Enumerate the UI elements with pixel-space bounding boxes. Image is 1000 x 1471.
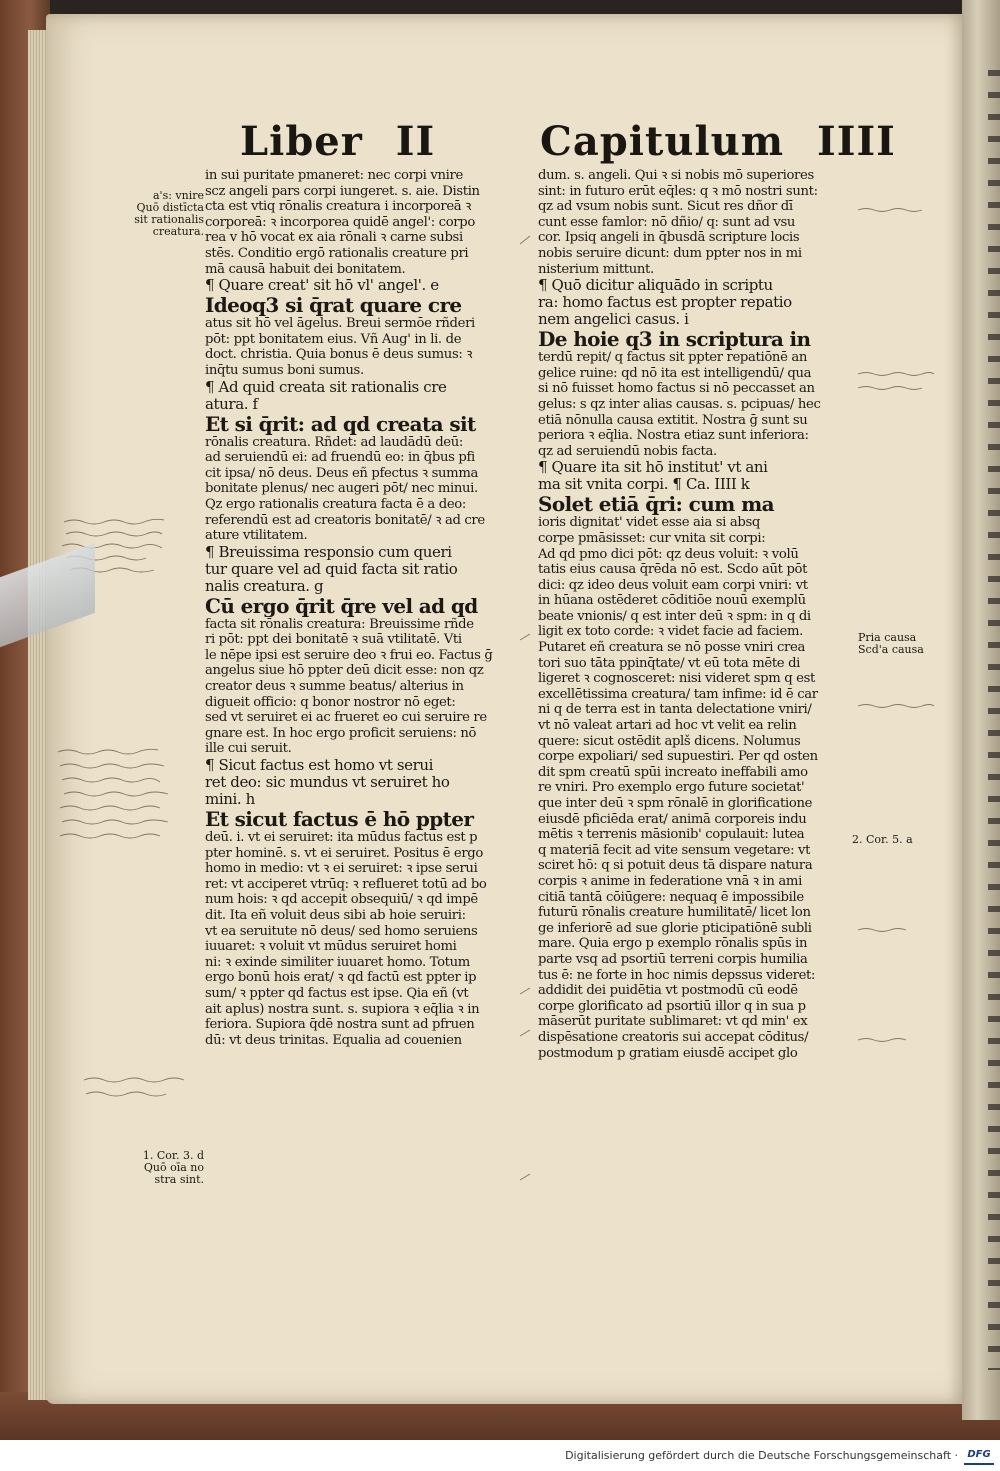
right-text-line: beate vnionis/ q est inter deū ꝛ spm: in q di [538, 608, 811, 624]
left-text-line: ri pōt: ppt dei bonitatē ꝛ suā vtilitatē. Vti [205, 632, 462, 648]
left-text-line: creator deus ꝛ summe beatus/ alterius in [205, 679, 464, 695]
right-text-line: Putaret eñ creatura se nō posse vniri crea [538, 640, 805, 656]
right-text-line: mētis ꝛ terrenis māsionib' copulauit: lutea [538, 827, 805, 843]
liber-number: II [395, 118, 436, 165]
left-text-line: vt ea seruitute nō deus/ sed homo seruiens [205, 923, 478, 939]
left-text-line: sed vt seruiret ei ac frueret eo cui seruire re [205, 710, 487, 726]
right-text-line: parte vsq ad psortiū terreni corpis humilia [538, 951, 808, 967]
right-initial-line: Solet etiā q̄ri: cum ma [538, 493, 775, 516]
left-initial-line: Cū ergo q̄rit q̄re vel ad qd [205, 594, 478, 617]
right-text-line: corpe expoliari/ sed supuestiri. Per qd osten [538, 749, 818, 765]
left-text-line: num hois: ꝛ qd accepit obsequiū/ ꝛ qd impē [205, 892, 478, 908]
left-rubric-line: ret deo: sic mundus vt seruiret ho [205, 774, 450, 792]
right-text-line: periora ꝛ eq̄lia. Nostra etiaz sunt inferiora: [538, 428, 809, 444]
left-text-line: digueit officio: q bonor nostror nō eget: [205, 694, 456, 710]
right-text-line: ligit ex toto corde: ꝛ videt facie ad faciem. [538, 624, 803, 640]
right-text-line: Ad qd pmo dici pōt: qz deus voluit: ꝛ volū [538, 546, 799, 562]
capitulum-label: Capitulum [540, 118, 785, 165]
footer-credit: Digitalisierung gefördert durch die Deutsche Forschungsgemeinschaft · [565, 1449, 958, 1462]
right-text-line: dit spm creatū spūi increato ineffabili amo [538, 764, 808, 780]
left-text-line: angelus siue hō ppter deū dicit esse: non qz [205, 663, 484, 679]
left-text-line: rōnalis creatura. Rñdet: ad laudādū deū: [205, 434, 463, 450]
capitulum-number: IIII [817, 118, 896, 165]
left-text-line: ature vtilitatem. [205, 528, 308, 544]
right-text-line: corpe pmāsisset: cur vnita sit corpi: [538, 530, 766, 546]
margin-note-left-2: 1. Cor. 3. d Quō oīa no stra sint. [142, 1149, 204, 1186]
left-text-line: ergo bonū hois erat/ ꝛ qd factū est ppter ip [205, 970, 477, 986]
left-text-line: rea v hō vocat ex aia rōnali ꝛ carne subsi [205, 230, 463, 246]
right-text-line: tus ē: ne forte in hoc nimis depssus videret: [538, 967, 816, 983]
right-text-line: gelus: s qz inter alias causas. s. pcipuas/ hec [538, 396, 821, 412]
right-text-line: si nō fuisset homo factus si nō peccasset an [538, 381, 815, 397]
left-text-line: feriora. Supiora q̄dē nostra sunt ad pfruen [205, 1017, 475, 1033]
left-text-line: dit. Ita eñ voluit deus sibi ab hoie seruiri: [205, 908, 466, 923]
right-text-line: ge inferiorē ad sue glorie pticipatiōnē subli [538, 920, 812, 936]
right-text-line: gelice ruine: qd nō ita est intelligendū/ qua [538, 365, 812, 381]
left-rubric-line: ¶ Breuissima responsio cum queri [205, 543, 452, 561]
left-rubric-line: ¶ Ad quid creata sit rationalis cre [205, 378, 447, 396]
left-text-line: facta sit rōnalis creatura: Breuissime rñde [205, 616, 474, 632]
right-text-line: corpis ꝛ anime in federatione vnā ꝛ in ami [538, 873, 802, 889]
right-rubric-line: ma sit vnita corpi. ¶ Ca. IIII k [538, 476, 750, 494]
left-text-line: inq̄tu sumus boni sumus. [205, 362, 364, 378]
left-text-line: doct. christia. Quia bonus ē deus sumus: ꝛ [205, 347, 473, 363]
right-rubric-line: ¶ Quō dicitur aliquādo in scriptu [538, 277, 773, 295]
right-text-line: etiā nōnulla causa extitit. Nostra ḡ sunt su [538, 412, 808, 428]
left-text-line: ni: ꝛ exinde similiter iuuaret homo. Totum [205, 954, 470, 970]
right-text-line: cor. Ipsiq angeli in q̄busdā scripture locis [538, 230, 800, 246]
margin-note-right-1: Pria causa Scd'a causa [858, 631, 924, 656]
left-text-line: ad seruiendū ei: ad fruendū eo: in q̄bus pfi [205, 450, 475, 466]
right-text-line: dici: qz ideo deus voluit eam corpi vniri: vt [538, 577, 808, 593]
left-text-line: pter hominē. s. vt ei seruiret. Positus ē ergo [205, 845, 483, 861]
footer-bar [0, 1440, 1000, 1471]
left-text-line: pōt: ppt bonitatem eius. Vñ Aug' in li. de [205, 331, 462, 347]
right-text-line: addidit dei puidētia vt postmodū cū eodē [538, 983, 798, 999]
left-initial-line: Ideoq3 si q̄rat quare cre [205, 294, 462, 317]
left-text-line: mā causā habuit dei bonitatem. [205, 261, 406, 277]
right-text-line: in hūana ostēderet cōditiōe nouū exemplū [538, 593, 806, 609]
left-text-line: ait aplus) nostra sunt. s. supiora ꝛ eq̄lia ꝛ in [205, 1001, 480, 1017]
left-rubric-line: mini. h [205, 791, 255, 809]
left-text-line: homo in medio: vt ꝛ ei seruiret: ꝛ ipse serui [205, 861, 478, 877]
right-rubric-line: nem angelici casus. i [538, 311, 689, 329]
right-text-line: eiusdē pficiēda erat/ animā corporeis indu [538, 811, 807, 827]
right-text-line: postmodum p gratiam eiusdē accipet glo [538, 1045, 798, 1061]
right-text-line: q materiā fecit ad vite sensum vegetare: vt [538, 842, 811, 858]
left-text-line: in sui puritate pmaneret: nec corpi vnire [205, 168, 463, 183]
right-text-line: nisterium mittunt. [538, 261, 654, 277]
right-text-line: futurū rōnalis creature humilitatē/ licet lon [538, 905, 811, 921]
left-rubric-line: tur quare vel ad quid facta sit ratio [205, 560, 458, 578]
left-text-line: atus sit hō vel āgelus. Breui sermōe rñderi [205, 316, 475, 332]
left-initial-line: Et sicut factus ē hō ppter [205, 808, 474, 831]
left-text-line: Qz ergo rationalis creatura facta ē a deo: [205, 496, 466, 512]
right-text-line: terdū repit/ q factus sit ppter repatiōnē an [538, 350, 808, 366]
right-text-line: ni q de terra est in tanta delectatione vniri/ [538, 702, 812, 718]
right-text-line: corpe glorificato ad psortiū illor q in sua p [538, 998, 806, 1014]
left-text-line: cit ipsa/ nō deus. Deus eñ pfectus ꝛ summa [205, 465, 478, 481]
left-rubric-line: ¶ Quare creat' sit hō vl' angel'. e [205, 277, 439, 295]
right-text-line: excellētissima creatura/ tam infime: id ē car [538, 686, 818, 702]
right-text-line: nobis seruire dicunt: dum ppter nos in mi [538, 245, 802, 261]
right-text-line: tatis eius causa q̄rēda nō est. Scdo aūt pōt [538, 562, 808, 578]
right-text-line: dispēsatione creatoris sui accepat cōditus/ [538, 1029, 809, 1045]
right-text-line: citiā tantā cōiūgere: nequaq ē impossibile [538, 889, 804, 905]
right-text-line: ligeret ꝛ cognosceret: nisi videret spm q est [538, 671, 815, 687]
right-text-line: sint: in futuro erūt eq̄les: q ꝛ mō nostri sunt: [538, 183, 818, 199]
margin-note-left-1: a's: vnire Quō distīcta sit rationalis creatura. [134, 189, 204, 238]
left-text-line: stēs. Conditio ergō rationalis creature pri [205, 245, 469, 261]
left-rubric-line: nalis creatura. g [205, 577, 324, 595]
right-text-line: dum. s. angeli. Qui ꝛ si nobis mō superiores [538, 168, 814, 183]
left-text-line: dū: vt deus trinitas. Equalia ad couenien [205, 1032, 462, 1048]
dfg-logo: DFG [964, 1447, 994, 1465]
left-text-line: scz angeli pars corpi iungeret. s. aie. Distin [205, 183, 480, 199]
right-text-line: quere: sicut ostēdit aplš dicens. Nolumus [538, 733, 801, 749]
left-text-line: bonitate plenus/ nec augeri pōt/ nec minui. [205, 481, 478, 497]
left-text-line: corporeā: ꝛ incorporea quidē angel': corpo [205, 214, 475, 230]
margin-note-right-2: 2. Cor. 5. a [852, 833, 913, 846]
right-initial-line: De hoie q3 in scriptura in [538, 328, 811, 351]
right-text-line: que inter deū ꝛ spm rōnalē in glorificatione [538, 796, 813, 811]
right-text-line: qz ad seruiendū nobis facta. [538, 443, 717, 459]
left-initial-line: Et si q̄rit: ad qd creata sit [205, 412, 476, 435]
left-text-line: deū. i. vt ei seruiret: ita mūdus factus est p [205, 830, 478, 846]
liber-label: Liber [240, 118, 363, 165]
left-text-line: gnare est. In hoc ergo proficit seruiens: nō [205, 725, 477, 741]
right-text-line: māserūt puritate sublimaret: vt qd min' ex [538, 1014, 808, 1030]
right-text-line: vt nō valeat artari ad hoc vt velit ea relin [538, 718, 797, 734]
left-text-line: ret: vt acciperet vtrūq: ꝛ reflueret totū ad bo [205, 876, 487, 892]
left-text-line: referendū est ad creatoris bonitatē/ ꝛ ad cre [205, 512, 485, 528]
left-rubric-line: atura. f [205, 395, 258, 413]
right-text-line: sciret hō: q si potuit deus tā dispare natura [538, 858, 813, 874]
left-rubric-line: ¶ Sicut factus est homo vt serui [205, 757, 434, 775]
left-text-line: le nēpe ipsi est seruire deo ꝛ frui eo. Factus ḡ [205, 647, 493, 663]
right-text-line: tori suo tāta ppinq̄tate/ vt eū tota mēte di [538, 655, 801, 671]
right-text-line: mare. Quia ergo p exemplo rōnalis spūs in [538, 936, 808, 952]
right-text-line: cunt esse famlor: nō dñio/ q: sunt ad vsu [538, 214, 796, 230]
left-text-line: ille cui seruit. [205, 741, 292, 757]
left-text-line: sum/ ꝛ ppter qd factus est ipse. Qia eñ (vt [205, 985, 469, 1001]
left-text-line: cta est vtiq rōnalis creatura i incorporeā ꝛ [205, 199, 472, 215]
right-text-line: qz ad vsum nobis sunt. Sicut res dñor dī [538, 199, 793, 215]
right-text-line: re vniri. Pro exemplo ergo future societat' [538, 780, 805, 796]
left-text-line: iuuaret: ꝛ voluit vt mūdus seruiret homi [205, 939, 457, 955]
right-rubric-line: ra: homo factus est propter repatio [538, 294, 792, 312]
right-rubric-line: ¶ Quare ita sit hō institut' vt ani [538, 459, 768, 477]
right-text-line: ioris dignitat' videt esse aia si absq [538, 515, 760, 531]
